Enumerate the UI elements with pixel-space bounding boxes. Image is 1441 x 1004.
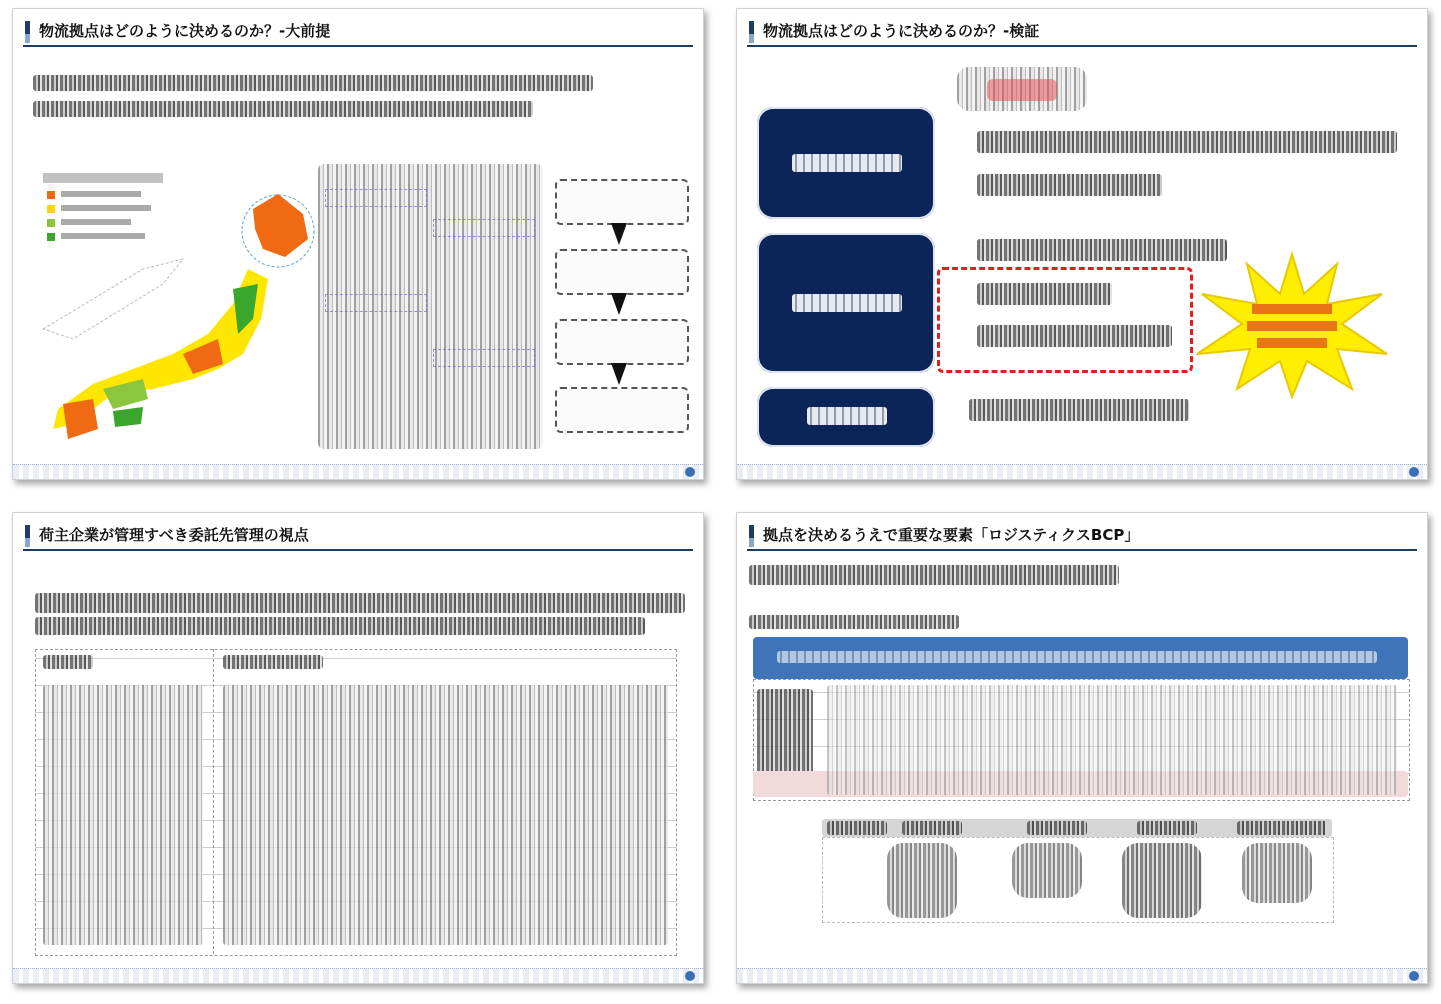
slide-footer bbox=[737, 464, 1427, 479]
slide-title-bar bbox=[747, 17, 1417, 47]
slide-title: 物流拠点はどのように決めるのか？-検証 bbox=[763, 22, 1040, 40]
blurred-text-line bbox=[35, 617, 645, 635]
blurred-text-line bbox=[969, 399, 1189, 421]
kyushu-region bbox=[63, 399, 98, 439]
blurred-subtitle bbox=[749, 565, 1119, 585]
table-highlight bbox=[433, 219, 535, 237]
hokkaido-region bbox=[253, 194, 308, 257]
flow-box bbox=[555, 387, 689, 433]
category-label bbox=[792, 154, 902, 172]
slide-title-bar bbox=[23, 521, 693, 551]
okinawa-inset bbox=[43, 259, 183, 339]
table-column-divider bbox=[213, 649, 215, 954]
flow-box bbox=[555, 249, 689, 295]
callout-red-text bbox=[987, 79, 1057, 101]
slide-footer bbox=[737, 968, 1427, 983]
blurred-text-line bbox=[977, 325, 1172, 347]
map-legend bbox=[47, 191, 151, 241]
down-arrow-icon bbox=[611, 293, 627, 315]
title-accent-bar bbox=[749, 525, 754, 547]
lower-cell-blob bbox=[1242, 843, 1312, 903]
logo-icon bbox=[1409, 971, 1419, 981]
blurred-text-line bbox=[35, 593, 685, 613]
lower-cell-blob bbox=[1122, 843, 1202, 918]
table-header-cell bbox=[43, 655, 93, 669]
lower-header-cell bbox=[827, 821, 887, 835]
flow-box bbox=[555, 319, 689, 365]
blurred-caption bbox=[749, 615, 959, 629]
title-accent-bar bbox=[749, 21, 754, 43]
starburst-icon bbox=[1192, 249, 1392, 399]
slide-title: 物流拠点はどのように決めるのか？-大前提 bbox=[39, 22, 331, 40]
slide-title: 拠点を決めるうえで重要な要素「ロジスティクスBCP」 bbox=[763, 526, 1140, 544]
slide-title: 荷主企業が管理すべき委託先管理の視点 bbox=[39, 526, 309, 544]
slide-title-bar bbox=[23, 17, 693, 47]
category-label bbox=[807, 407, 887, 425]
blurred-text-line bbox=[977, 283, 1112, 305]
blurred-text-line bbox=[33, 101, 533, 117]
title-accent-bar bbox=[25, 21, 30, 43]
down-arrow-icon bbox=[611, 363, 627, 385]
table-column-values bbox=[223, 685, 668, 945]
slide-footer bbox=[13, 968, 703, 983]
lower-header-cell bbox=[902, 821, 962, 835]
logo-icon bbox=[685, 467, 695, 477]
lower-header-cell bbox=[1027, 821, 1087, 835]
blurred-text-line bbox=[977, 174, 1162, 196]
lower-cell-blob bbox=[887, 843, 957, 918]
slide-3 bbox=[12, 512, 704, 984]
lower-header-cell bbox=[1237, 821, 1327, 835]
table-row-labels bbox=[757, 689, 813, 779]
table-column-labels bbox=[43, 685, 203, 945]
flow-box bbox=[555, 179, 689, 225]
logo-icon bbox=[1409, 467, 1419, 477]
table-highlight bbox=[433, 349, 535, 367]
japan-map bbox=[33, 169, 323, 449]
table-highlight bbox=[325, 294, 427, 312]
shikoku-region bbox=[113, 407, 143, 427]
slide-4 bbox=[736, 512, 1428, 984]
table-header-cell bbox=[223, 655, 323, 669]
down-arrow-icon bbox=[611, 223, 627, 245]
lower-header-cell bbox=[1137, 821, 1197, 835]
slide-2 bbox=[736, 8, 1428, 480]
map-legend-title bbox=[43, 173, 163, 183]
slide-footer bbox=[13, 464, 703, 479]
slide-1 bbox=[12, 8, 704, 480]
table-cell-values bbox=[827, 685, 1397, 795]
category-label bbox=[792, 294, 902, 312]
blurred-text-line bbox=[33, 75, 593, 91]
logo-icon bbox=[685, 971, 695, 981]
table-header-labels bbox=[777, 651, 1377, 663]
title-accent-bar bbox=[25, 525, 30, 547]
table-highlight bbox=[325, 189, 427, 207]
lower-cell-blob bbox=[1012, 843, 1082, 898]
blurred-text-line bbox=[977, 239, 1227, 261]
slide-title-bar bbox=[747, 521, 1417, 551]
blurred-text-line bbox=[977, 131, 1397, 153]
